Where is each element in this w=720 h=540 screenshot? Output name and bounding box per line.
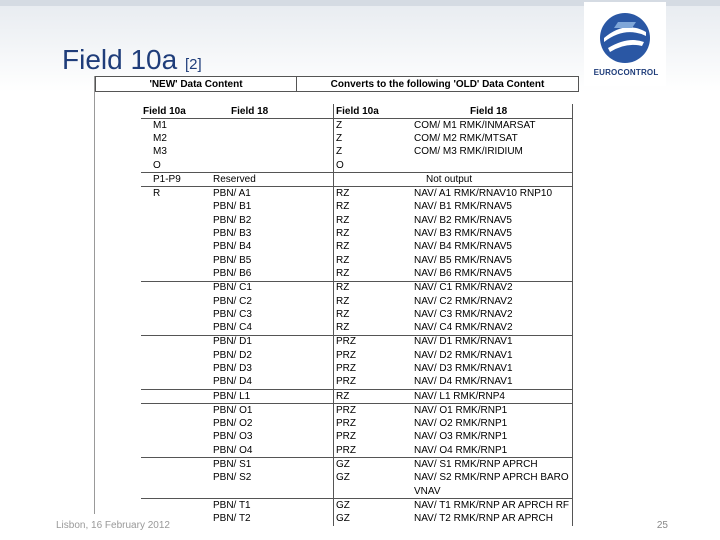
cell-new-field18: PBN/ B6 xyxy=(211,267,334,281)
cell-new-field18 xyxy=(211,146,334,159)
cell-old-field18: COM/ M3 RMK/IRIDIUM xyxy=(400,146,573,159)
cell-old-field10a: PRZ xyxy=(336,376,356,388)
cell-old-field10a: Z xyxy=(336,132,343,144)
cell-new-field10a xyxy=(141,254,211,267)
group-header-new: 'NEW' Data Content xyxy=(96,77,297,92)
group-header-table xyxy=(95,76,579,92)
table-row xyxy=(141,241,573,254)
cell-new-field18: PBN/ B3 xyxy=(211,227,334,240)
table-row xyxy=(141,485,573,499)
cell-old-field10a xyxy=(334,485,401,499)
cell-new-field10a xyxy=(141,241,211,254)
cell-new-field18 xyxy=(211,119,334,133)
cell-old-field18: NAV/ D1 RMK/RNAV1 xyxy=(400,335,573,349)
cell-new-field18: PBN/ O1 xyxy=(211,404,334,418)
cell-old-field18: NAV/ L1 RMK/RNP4 xyxy=(400,389,573,403)
cell-old-field18: NAV/ C2 RMK/RNAV2 xyxy=(400,295,573,308)
cell-old-field18: NAV/ T1 RMK/RNP AR APRCH RF xyxy=(400,499,573,513)
cell-old-field18: NAV/ A1 RMK/RNAV10 RNP10 xyxy=(400,187,573,201)
cell-new-field10a xyxy=(141,418,211,431)
cell-new-field18: PBN/ D2 xyxy=(211,349,334,362)
table-row xyxy=(141,267,573,281)
cell-new-field18: PBN/ S1 xyxy=(211,458,334,472)
cell-old-field18: NAV/ S1 RMK/RNP APRCH xyxy=(400,458,573,472)
logo-text: EUROCONTROL xyxy=(593,68,659,77)
cell-new-field10a xyxy=(141,201,211,214)
cell-old-field10a: RZ xyxy=(336,254,350,266)
cell-new-field18: PBN/ T1 xyxy=(211,499,334,513)
cell-new-field10a: M2 xyxy=(153,132,167,144)
cell-new-field18: PBN/ O3 xyxy=(211,431,334,444)
cell-new-field18: PBN/ B1 xyxy=(211,201,334,214)
cell-new-field10a xyxy=(141,485,211,499)
table-row xyxy=(141,418,573,431)
col-header-new-field10a: Field 10a xyxy=(143,105,186,117)
cell-new-field18: PBN/ O4 xyxy=(211,444,334,458)
table-row xyxy=(141,132,573,145)
col-header-old-field10a: Field 10a xyxy=(336,105,379,117)
table-row xyxy=(141,227,573,240)
cell-old-field18: NAV/ D3 RMK/RNAV1 xyxy=(400,362,573,375)
slide-title xyxy=(62,44,202,76)
table-row xyxy=(141,404,573,418)
cell-new-field18: Reserved xyxy=(211,173,334,187)
cell-new-field18: PBN/ B4 xyxy=(211,241,334,254)
table-row xyxy=(141,499,573,513)
table-row xyxy=(141,201,573,214)
cell-old-field18: NAV/ O1 RMK/RNP1 xyxy=(400,404,573,418)
group-header-old: Converts to the following 'OLD' Data Content xyxy=(297,77,579,92)
table-row xyxy=(141,431,573,444)
cell-old-field10a: PRZ xyxy=(336,349,356,361)
cell-new-field18: PBN/ D4 xyxy=(211,376,334,390)
cell-new-field10a xyxy=(141,389,211,403)
cell-old-field18: Not output xyxy=(400,173,573,187)
table-row xyxy=(141,308,573,321)
table-row xyxy=(141,321,573,335)
cell-old-field18: NAV/ B1 RMK/RNAV5 xyxy=(400,201,573,214)
table-row xyxy=(141,119,573,133)
slide-title-suffix: [2] xyxy=(184,56,202,73)
cell-old-field10a xyxy=(334,173,401,187)
table-row xyxy=(141,146,573,159)
cell-old-field10a: GZ xyxy=(334,499,401,513)
table-row xyxy=(141,362,573,375)
cell-new-field10a xyxy=(141,376,211,390)
cell-new-field10a xyxy=(141,267,211,281)
cell-new-field18: PBN/ C1 xyxy=(211,281,334,295)
cell-new-field18: PBN/ B2 xyxy=(211,214,334,227)
cell-old-field18: NAV/ B6 RMK/RNAV5 xyxy=(400,267,573,281)
cell-new-field10a: O xyxy=(153,159,161,171)
cell-old-field18: NAV/ B2 RMK/RNAV5 xyxy=(400,214,573,227)
cell-old-field10a: Z xyxy=(336,146,343,158)
table-row xyxy=(141,376,573,390)
cell-new-field18: PBN/ A1 xyxy=(211,187,334,201)
cell-new-field10a xyxy=(141,227,211,240)
col-header-new-field18: Field 18 xyxy=(211,104,334,119)
cell-new-field18: PBN/ C4 xyxy=(211,321,334,335)
page-number: 25 xyxy=(656,520,668,531)
table-row xyxy=(141,458,573,472)
cell-old-field10a: GZ xyxy=(336,513,350,525)
cell-new-field18 xyxy=(211,132,334,145)
cell-old-field10a: O xyxy=(336,159,344,171)
cell-old-field18: NAV/ B4 RMK/RNAV5 xyxy=(400,241,573,254)
table-row xyxy=(141,281,573,295)
slide-title-text: Field 10a xyxy=(62,44,178,75)
cell-new-field10a xyxy=(141,362,211,375)
cell-new-field10a: M3 xyxy=(153,146,167,158)
cell-new-field10a xyxy=(141,335,211,349)
cell-old-field10a: PRZ xyxy=(336,418,356,430)
table-row xyxy=(141,349,573,362)
cell-old-field18: NAV/ B5 RMK/RNAV5 xyxy=(400,254,573,267)
table-row xyxy=(141,214,573,227)
cell-new-field18: PBN/ D1 xyxy=(211,335,334,349)
cell-new-field10a xyxy=(141,281,211,295)
cell-new-field10a: P1-P9 xyxy=(141,173,211,187)
table-row xyxy=(141,159,573,173)
cell-new-field10a xyxy=(141,444,211,458)
cell-old-field10a: RZ xyxy=(336,295,350,307)
cell-old-field18: NAV/ O4 RMK/RNP1 xyxy=(400,444,573,458)
cell-old-field10a: PRZ xyxy=(336,431,356,443)
cell-new-field10a xyxy=(141,404,211,418)
cell-old-field10a: PRZ xyxy=(334,335,401,349)
table-row xyxy=(141,335,573,349)
cell-old-field18 xyxy=(400,159,573,173)
cell-old-field10a: RZ xyxy=(334,389,401,403)
cell-old-field18: NAV/ C1 RMK/RNAV2 xyxy=(400,281,573,295)
cell-new-field18 xyxy=(211,485,334,499)
cell-new-field18: PBN/ L1 xyxy=(211,389,334,403)
cell-new-field18: PBN/ D3 xyxy=(211,362,334,375)
cell-new-field18: PBN/ S2 xyxy=(211,472,334,485)
table-row xyxy=(141,513,573,526)
table-row xyxy=(141,254,573,267)
cell-new-field18: PBN/ O2 xyxy=(211,418,334,431)
table-row xyxy=(141,444,573,458)
cell-old-field18: VNAV xyxy=(400,485,573,499)
cell-old-field10a: RZ xyxy=(336,241,350,253)
cell-old-field10a: PRZ xyxy=(336,362,356,374)
table-row xyxy=(141,187,573,201)
cell-old-field18: NAV/ C3 RMK/RNAV2 xyxy=(400,308,573,321)
footer-date: Lisbon, 16 February 2012 xyxy=(56,520,170,531)
cell-new-field10a xyxy=(141,499,211,513)
cell-old-field10a: GZ xyxy=(336,472,350,484)
cell-old-field10a: RZ xyxy=(336,214,350,226)
cell-old-field10a: RZ xyxy=(336,322,350,334)
cell-new-field10a xyxy=(141,214,211,227)
cell-old-field18: NAV/ D2 RMK/RNAV1 xyxy=(400,349,573,362)
col-header-old-field18: Field 18 xyxy=(400,104,573,119)
conversion-table xyxy=(141,104,573,526)
cell-new-field10a xyxy=(141,321,211,335)
cell-old-field10a: RZ xyxy=(336,228,350,240)
cell-old-field18: NAV/ B3 RMK/RNAV5 xyxy=(400,227,573,240)
table-row xyxy=(141,389,573,403)
cell-old-field10a: PRZ xyxy=(336,444,356,456)
table-row xyxy=(141,295,573,308)
cell-old-field18: COM/ M2 RMK/MTSAT xyxy=(400,132,573,145)
cell-old-field18: NAV/ D4 RMK/RNAV1 xyxy=(400,376,573,390)
cell-new-field18: PBN/ T2 xyxy=(211,513,334,526)
cell-new-field10a xyxy=(141,349,211,362)
cell-old-field18: NAV/ S2 RMK/RNP APRCH BARO xyxy=(400,472,573,485)
cell-old-field10a: RZ xyxy=(334,281,401,295)
cell-new-field10a xyxy=(141,431,211,444)
cell-old-field18: NAV/ C4 RMK/RNAV2 xyxy=(400,321,573,335)
cell-new-field10a: M1 xyxy=(141,119,211,133)
document-image xyxy=(94,76,579,525)
cell-new-field10a xyxy=(141,295,211,308)
cell-old-field10a: RZ xyxy=(336,201,350,213)
cell-old-field10a: GZ xyxy=(334,458,401,472)
cell-old-field10a: RZ xyxy=(336,267,350,279)
cell-old-field18: NAV/ T2 RMK/RNP AR APRCH xyxy=(400,513,573,526)
cell-old-field10a: Z xyxy=(334,119,401,133)
table-row xyxy=(141,173,573,187)
cell-old-field10a: RZ xyxy=(336,308,350,320)
cell-old-field18: COM/ M1 RMK/INMARSAT xyxy=(400,119,573,133)
cell-new-field18: PBN/ C2 xyxy=(211,295,334,308)
cell-new-field18: PBN/ B5 xyxy=(211,254,334,267)
cell-new-field10a xyxy=(141,472,211,485)
table-row xyxy=(141,472,573,485)
cell-old-field18: NAV/ O3 RMK/RNP1 xyxy=(400,431,573,444)
cell-new-field10a: R xyxy=(141,187,211,201)
cell-new-field18: PBN/ C3 xyxy=(211,308,334,321)
cell-old-field10a: PRZ xyxy=(334,404,401,418)
cell-old-field10a: RZ xyxy=(334,187,401,201)
cell-old-field18: NAV/ O2 RMK/RNP1 xyxy=(400,418,573,431)
cell-new-field10a xyxy=(141,458,211,472)
cell-new-field10a xyxy=(141,308,211,321)
cell-new-field18 xyxy=(211,159,334,173)
